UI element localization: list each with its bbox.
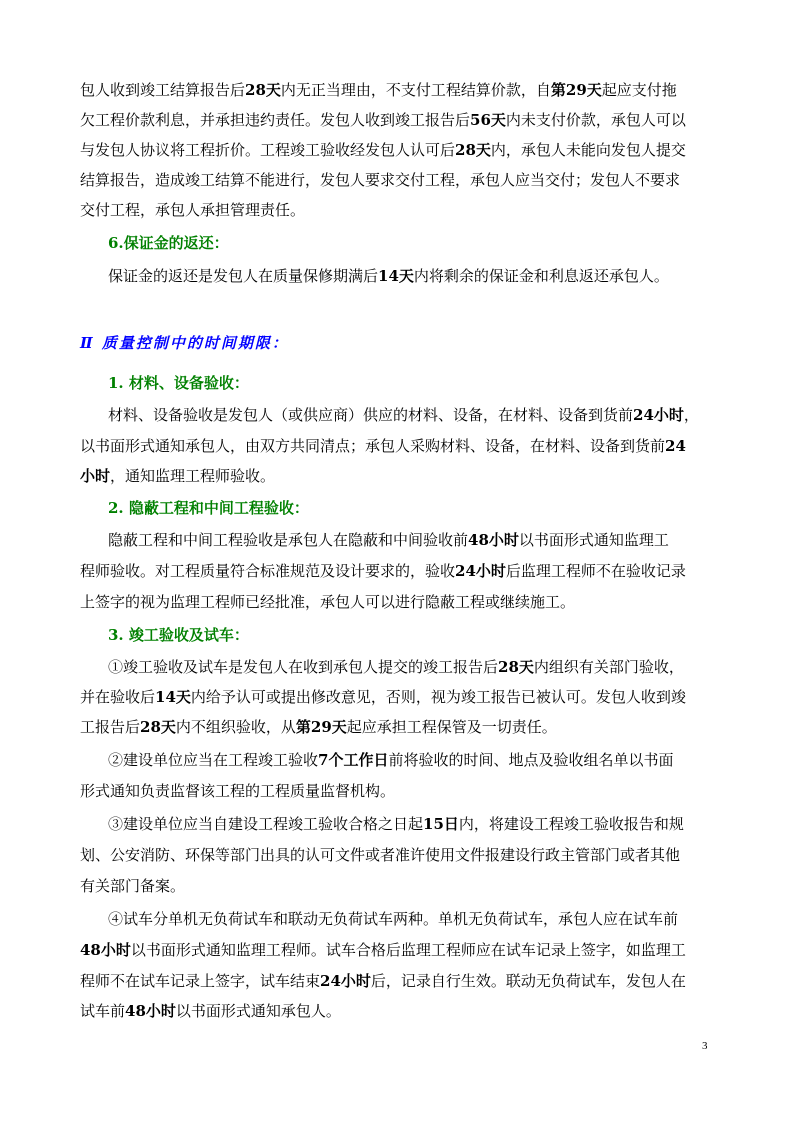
text-line: ③建设单位应当自建设工程竣工验收合格之日起15日内，将建设工程竣工验收报告和规 xyxy=(108,815,684,833)
subheading-2: 2. 隐蔽工程和中间工程验收： xyxy=(108,499,309,517)
text-line: 以书面形式通知承包人，由双方共同清点；承包人采购材料、设备，在材料、设备到货前24 xyxy=(80,437,686,455)
text-line: 小时，通知监理工程师验收。 xyxy=(80,467,276,485)
text-line: 有关部门备案。 xyxy=(80,877,186,895)
text-line: ①竣工验收及试车是发包人在收到承包人提交的竣工报告后28天内组织有关部门验收， xyxy=(108,658,684,676)
page-number: 3 xyxy=(702,1040,708,1052)
text-line: 结算报告，造成竣工结算不能进行，发包人要求交付工程，承包人应当交付；发包人不要求 xyxy=(80,171,681,189)
text-line: 并在验收后14天内给予认可或提出修改意见，否则，视为竣工报告已被认可。发包人收到竣 xyxy=(80,688,686,706)
text-line: 交付工程，承包人承担管理责任。 xyxy=(80,201,306,219)
subheading-3: 3. 竣工验收及试车： xyxy=(108,626,249,644)
text-line: 48小时以书面形式通知监理工程师。试车合格后监理工程师应在试车记录上签字，如监理工 xyxy=(80,941,686,959)
subheading-6: 6.保证金的返还： xyxy=(108,234,229,252)
text-line: 包人收到竣工结算报告后28天内无正当理由，不支付工程结算价款，自第29天起应支付拖 xyxy=(80,81,677,99)
text-line: 保证金的返还是发包人在质量保修期满后14天内将剩余的保证金和利息返还承包人。 xyxy=(108,267,669,285)
text-line: ④试车分单机无负荷试车和联动无负荷试车两种。单机无负荷试车，承包人应在试车前 xyxy=(108,910,679,928)
text-line: 工报告后28天内不组织验收，从第29天起应承担工程保管及一切责任。 xyxy=(80,718,557,736)
text-line: 隐蔽工程和中间工程验收是承包人在隐蔽和中间验收前48小时以书面形式通知监理工 xyxy=(108,531,669,549)
section-heading: Ⅱ 质量控制中的时间期限： xyxy=(80,334,289,352)
text-line: 欠工程价款利息，并承担违约责任。发包人收到竣工报告后56天内未支付价款，承包人可以 xyxy=(80,111,686,129)
text-line: 划、公安消防、环保等部门出具的认可文件或者准许使用文件报建设行政主管部门或者其他 xyxy=(80,846,681,864)
text-line: 试车前48小时以书面形式通知承包人。 xyxy=(80,1002,341,1020)
text-line: 形式通知负责监督该工程的工程质量监督机构。 xyxy=(80,782,396,800)
text-line: 与发包人协议将工程折价。工程竣工验收经发包人认可后28天内，承包人未能向发包人提交 xyxy=(80,141,686,159)
text-line: 程师验收。对工程质量符合标准规范及设计要求的，验收24小时后监理工程师不在验收记录 xyxy=(80,562,686,580)
text-line: 上签字的视为监理工程师已经批准，承包人可以进行隐蔽工程或继续施工。 xyxy=(80,593,576,611)
text-line: ②建设单位应当在工程竣工验收7个工作日前将验收的时间、地点及验收组名单以书面 xyxy=(108,751,674,769)
text-line: 程师不在试车记录上签字，试车结束24小时后，记录自行生效。联动无负荷试车，发包人在 xyxy=(80,972,686,990)
subheading-1: 1. 材料、设备验收： xyxy=(108,374,249,392)
text-line: 材料、设备验收是发包人（或供应商）供应的材料、设备，在材料、设备到货前24小时， xyxy=(108,406,699,424)
